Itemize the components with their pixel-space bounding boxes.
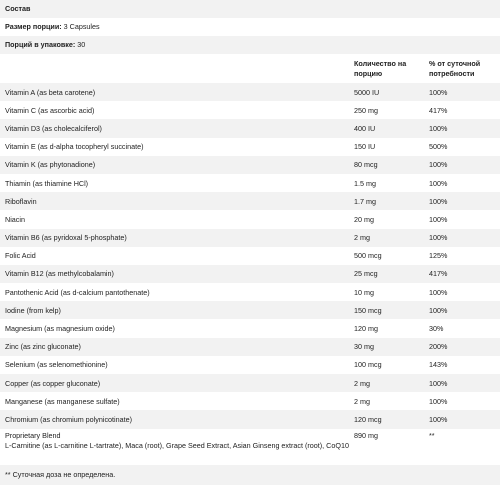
nutrient-name: Vitamin B12 (as methylcobalamin): [5, 269, 114, 279]
nutrient-dv: **: [429, 430, 435, 440]
nutrient-name: Pantothenic Acid (as d-calcium pantothenate): [5, 287, 150, 297]
nutrient-amount: 25 mcg: [354, 269, 378, 279]
table-row: [0, 138, 500, 156]
table-row: [0, 192, 500, 210]
serving-size-value: 3 Capsules: [63, 22, 100, 31]
nutrient-name: Thiamin (as thiamine HCl): [5, 178, 89, 188]
nutrient-dv: 100%: [429, 233, 448, 243]
table-row: [0, 429, 500, 465]
nutrient-dv: 100%: [429, 214, 448, 224]
table-row: [0, 338, 500, 356]
nutrient-name: Magnesium (as magnesium oxide): [5, 324, 115, 334]
nutrient-dv: 100%: [429, 396, 448, 406]
nutrient-name: Iodine (from kelp): [5, 305, 61, 315]
nutrient-dv: 417%: [429, 269, 448, 279]
nutrient-dv: 100%: [429, 378, 448, 388]
nutrient-name: Proprietary Blend L-Carnitine (as L-carnitine L-tartrate), Maca (root), Grape Seed Extract, Asian Ginseng extract (root), CoQ10: [5, 430, 349, 450]
table-row: [0, 301, 500, 319]
nutrient-amount: 20 mg: [354, 214, 374, 224]
nutrient-amount: 400 IU: [354, 123, 376, 133]
nutrient-name: Chromium (as chromium polynicotinate): [5, 414, 133, 424]
section-heading: [0, 0, 500, 18]
nutrient-name: Folic Acid: [5, 251, 36, 261]
nutrient-amount: 120 mcg: [354, 414, 382, 424]
nutrient-name: Vitamin K (as phytonadione): [5, 160, 96, 170]
table-row: [0, 247, 500, 265]
nutrient-amount: 250 mg: [354, 105, 378, 115]
nutrient-amount: 890 mg: [354, 430, 378, 440]
nutrient-amount: 2 mg: [354, 233, 370, 243]
nutrient-name: Vitamin A (as beta carotene): [5, 87, 96, 97]
nutrient-name: Vitamin E (as d-alpha tocopheryl succinate): [5, 142, 144, 152]
nutrient-name: Riboflavin: [5, 196, 37, 206]
serving-size-row: [0, 18, 500, 36]
table-row: [0, 174, 500, 192]
nutrients-table: [0, 54, 500, 465]
table-row: [0, 119, 500, 137]
table-row: [0, 283, 500, 301]
nutrient-amount: 5000 IU: [354, 87, 380, 97]
table-row: [0, 392, 500, 410]
table-row: [0, 356, 500, 374]
nutrient-dv: 100%: [429, 287, 448, 297]
nutrient-dv: 125%: [429, 251, 448, 261]
nutrient-name: Vitamin D3 (as cholecalciferol): [5, 123, 102, 133]
nutrient-dv: 100%: [429, 160, 448, 170]
nutrient-dv: 100%: [429, 305, 448, 315]
servings-per-container-label: Порций в упаковке:: [5, 40, 76, 49]
table-row: [0, 83, 500, 101]
servings-per-container-value: 30: [77, 40, 86, 49]
nutrient-amount: 30 mg: [354, 342, 374, 352]
table-row: [0, 374, 500, 392]
name-column-header: [0, 54, 349, 83]
footnote: ** Суточная доза не определена.: [0, 465, 500, 485]
amount-column-header: Количество на порцию: [354, 59, 407, 78]
nutrient-amount: 120 mg: [354, 324, 378, 334]
nutrient-dv: 100%: [429, 178, 448, 188]
nutrient-amount: 500 mcg: [354, 251, 382, 261]
nutrient-name: Niacin: [5, 214, 25, 224]
nutrient-dv: 200%: [429, 342, 448, 352]
table-row: [0, 410, 500, 428]
table-row: [0, 210, 500, 228]
serving-size-label: Размер порции:: [5, 22, 62, 31]
nutrient-amount: 2 mg: [354, 396, 370, 406]
nutrient-name: Selenium (as selenomethionine): [5, 360, 108, 370]
table-row: [0, 156, 500, 174]
nutrient-name: Vitamin B6 (as pyridoxal 5-phosphate): [5, 233, 127, 243]
nutrient-dv: 30%: [429, 324, 444, 334]
servings-per-container-row: [0, 36, 500, 54]
nutrient-amount: 150 mcg: [354, 305, 382, 315]
nutrient-dv: 100%: [429, 414, 448, 424]
nutrient-name: Copper (as copper gluconate): [5, 378, 101, 388]
nutrient-dv: 100%: [429, 123, 448, 133]
table-row: [0, 265, 500, 283]
nutrient-amount: 1.5 mg: [354, 178, 376, 188]
nutrient-dv: 500%: [429, 142, 448, 152]
nutrient-dv: 100%: [429, 87, 448, 97]
table-row: [0, 229, 500, 247]
nutrient-amount: 80 mcg: [354, 160, 378, 170]
nutrient-name: Zinc (as zinc gluconate): [5, 342, 81, 352]
table-row: [0, 319, 500, 337]
nutrient-dv: 417%: [429, 105, 448, 115]
nutrient-amount: 10 mg: [354, 287, 374, 297]
nutrient-amount: 100 mcg: [354, 360, 382, 370]
heading-text: Состав: [5, 4, 31, 13]
table-header-row: [0, 54, 500, 83]
nutrient-name: Vitamin C (as ascorbic acid): [5, 105, 95, 115]
table-row: [0, 101, 500, 119]
nutrient-amount: 2 mg: [354, 378, 370, 388]
nutrient-amount: 1.7 mg: [354, 196, 376, 206]
nutrient-amount: 150 IU: [354, 142, 376, 152]
nutrient-name: Manganese (as manganese sulfate): [5, 396, 120, 406]
nutrient-dv: 143%: [429, 360, 448, 370]
nutrient-dv: 100%: [429, 196, 448, 206]
dv-column-header: % от суточной потребности: [429, 59, 481, 78]
table-body: [0, 83, 500, 465]
